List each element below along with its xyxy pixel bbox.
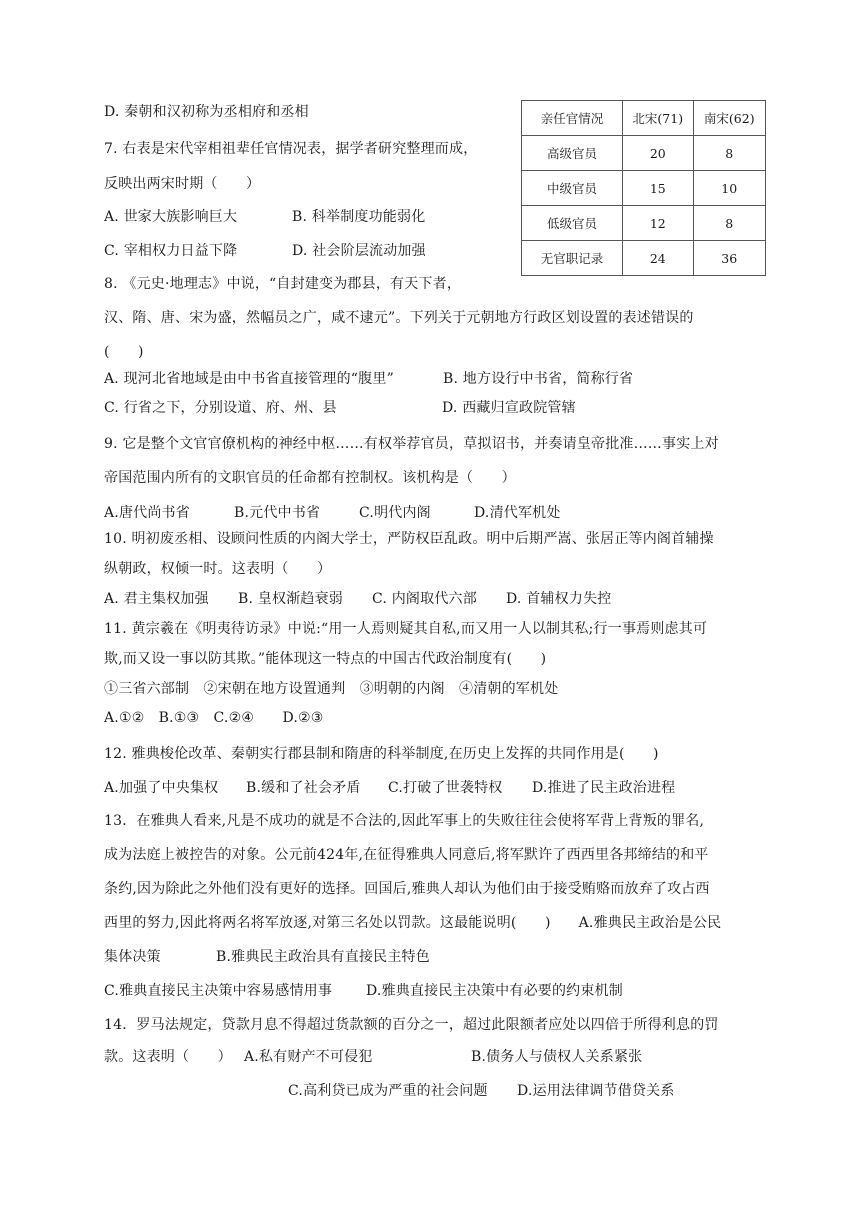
q14-option-b: B.债务人与债权人关系紧张 <box>471 1049 643 1065</box>
q13-option-d: D.雅典直接民主决策中有必要的约束机制 <box>366 983 623 999</box>
q8-option-a: A. 现河北省地域是由中书省直接管理的“腹里” <box>104 371 394 387</box>
q13-option-c: C.雅典直接民主决策中容易感情用事 <box>104 983 333 999</box>
table-header-cell: 南宋(62) <box>693 101 765 136</box>
q10-option-c: C. 内阁取代六部 <box>372 591 477 607</box>
q7-option-d: D. 社会阶层流动加强 <box>292 243 426 259</box>
q9-option-c: C.明代内阁 <box>359 505 431 521</box>
table-row <box>522 171 766 206</box>
q14-option-c: C.高利贷已成为严重的社会问题 <box>288 1083 488 1099</box>
q13-stem-with-option-a <box>104 914 721 932</box>
q10-option-d: D. 首辅权力失控 <box>506 591 612 607</box>
q14-stem: 14．罗马法规定，贷款月息不得超过货款额的百分之一，超过此限额者应处以四倍于所得利息的罚 <box>104 1017 719 1033</box>
q7-stem: 反映出两宋时期（ ） <box>104 176 261 192</box>
q11-options: A.①② B.①③ C.②④ D.②③ <box>104 710 324 726</box>
table-cell: 12 <box>623 206 694 241</box>
table-header-cell: 亲任官情况 <box>522 101 623 136</box>
q13-option-a-continued: 集体决策 <box>104 949 161 965</box>
q8-stem: 8. 《元史·地理志》中说，“自封建变为郡县，有天下者， <box>104 276 462 292</box>
q10-stem: 纵朝政，权倾一时。这表明（ ） <box>104 561 332 577</box>
q6-option-d: D. 秦朝和汉初称为丞相府和丞相 <box>104 104 309 120</box>
q7-option-c: C. 宰相权力日益下降 <box>104 243 238 259</box>
q13-option-a: A.雅典民主政治是公民 <box>578 915 722 931</box>
q12-option-a: A.加强了中央集权 <box>104 780 219 796</box>
table-cell: 24 <box>623 241 694 276</box>
q14-option-d: D.运用法律调节借贷关系 <box>517 1083 675 1099</box>
q9-option-d: D.清代军机处 <box>474 505 561 521</box>
table-row <box>522 206 766 241</box>
q14-stem: 款。这表明（ ） <box>104 1049 232 1065</box>
q8-option-d: D. 西藏归宣政院管辖 <box>442 400 576 416</box>
table-cell: 8 <box>693 206 765 241</box>
table-cell: 36 <box>693 241 765 276</box>
q8-option-b: B. 地方设行中书省，简称行省 <box>443 371 634 387</box>
q10-option-a: A. 君主集权加强 <box>104 591 209 607</box>
q10-option-b: B. 皇权渐趋衰弱 <box>238 591 343 607</box>
table-cell: 中级官员 <box>522 171 623 206</box>
table-cell: 低级官员 <box>522 206 623 241</box>
table-row <box>522 136 766 171</box>
table-cell: 15 <box>623 171 694 206</box>
q8-stem: 汉、隋、唐、宋为盛，然幅员之广，咸不逮元”。下列关于元朝地方行政区划设置的表述错误的 <box>104 310 694 326</box>
q7-option-a: A. 世家大族影响巨大 <box>104 209 238 225</box>
q12-option-c: C.打破了世袭特权 <box>388 780 503 796</box>
q14-option-a: A.私有财产不可侵犯 <box>244 1049 373 1065</box>
table-cell: 8 <box>693 136 765 171</box>
q13-stem: 13．在雅典人看来,凡是不成功的就是不合法的,因此军事上的失败往往会使将军背上背叛的罪名, <box>104 813 705 829</box>
q13-stem: 条约,因为除此之外他们没有更好的选择。回国后,雅典人却认为他们由于接受贿赂而放弃了攻占西 <box>104 881 710 897</box>
table-header-row <box>522 101 766 136</box>
q9-stem: 帝国范围内所有的文职官员的任命都有控制权。该机构是（ ） <box>104 470 516 486</box>
q9-stem: 9. 它是整个文官官僚机构的神经中枢……有权举荐官员，草拟诏书，并奏请皇帝批准……事实上对 <box>104 436 719 452</box>
table-cell: 无官职记录 <box>522 241 623 276</box>
q8-stem: ( ) <box>104 344 144 360</box>
official-status-table <box>521 100 766 276</box>
q13-stem: 西里的努力,因此将两名将军放逐,对第三名处以罚款。这最能说明( ) <box>104 915 551 931</box>
q9-option-b: B.元代中书省 <box>234 505 321 521</box>
q9-option-a: A.唐代尚书省 <box>104 505 190 521</box>
q7-option-b: B. 科举制度功能弱化 <box>292 209 426 225</box>
q11-stem: 欺,而又设一事以防其欺。”能体现这一特点的中国古代政治制度有( ) <box>104 651 547 667</box>
table-header-cell: 北宋(71) <box>623 101 694 136</box>
q13-option-b: B.雅典民主政治具有直接民主特色 <box>216 949 430 965</box>
q11-stem: 11. 黄宗羲在《明夷待访录》中说:“用一人焉则疑其自私,而又用一人以制其私;行一事焉则虑其可 <box>104 621 708 637</box>
q8-option-c: C. 行省之下，分别设道、府、州、县 <box>104 400 337 416</box>
table-cell: 10 <box>693 171 765 206</box>
q13-stem: 成为法庭上被控告的对象。公元前424年,在征得雅典人同意后,将军默许了西西里各邦缔结的和平 <box>104 847 709 863</box>
table-row <box>522 241 766 276</box>
q7-stem: 7. 右表是宋代宰相祖辈任官情况表，据学者研究整理而成， <box>104 141 478 157</box>
table-cell: 高级官员 <box>522 136 623 171</box>
q11-items: ①三省六部制 ②宋朝在地方设置通判 ③明朝的内阁 ④清朝的军机处 <box>104 681 559 697</box>
q12-stem: 12. 雅典梭伦改革、秦朝实行郡县制和隋唐的科举制度,在历史上发挥的共同作用是( ) <box>104 746 659 762</box>
q12-option-b: B.缓和了社会矛盾 <box>246 780 361 796</box>
table-cell: 20 <box>623 136 694 171</box>
q12-option-d: D.推进了民主政治进程 <box>532 780 676 796</box>
q10-stem: 10. 明初废丞相、设顾问性质的内阁大学士，严防权臣乱政。明中后期严嵩、张居正等内阁首辅操 <box>104 531 714 547</box>
